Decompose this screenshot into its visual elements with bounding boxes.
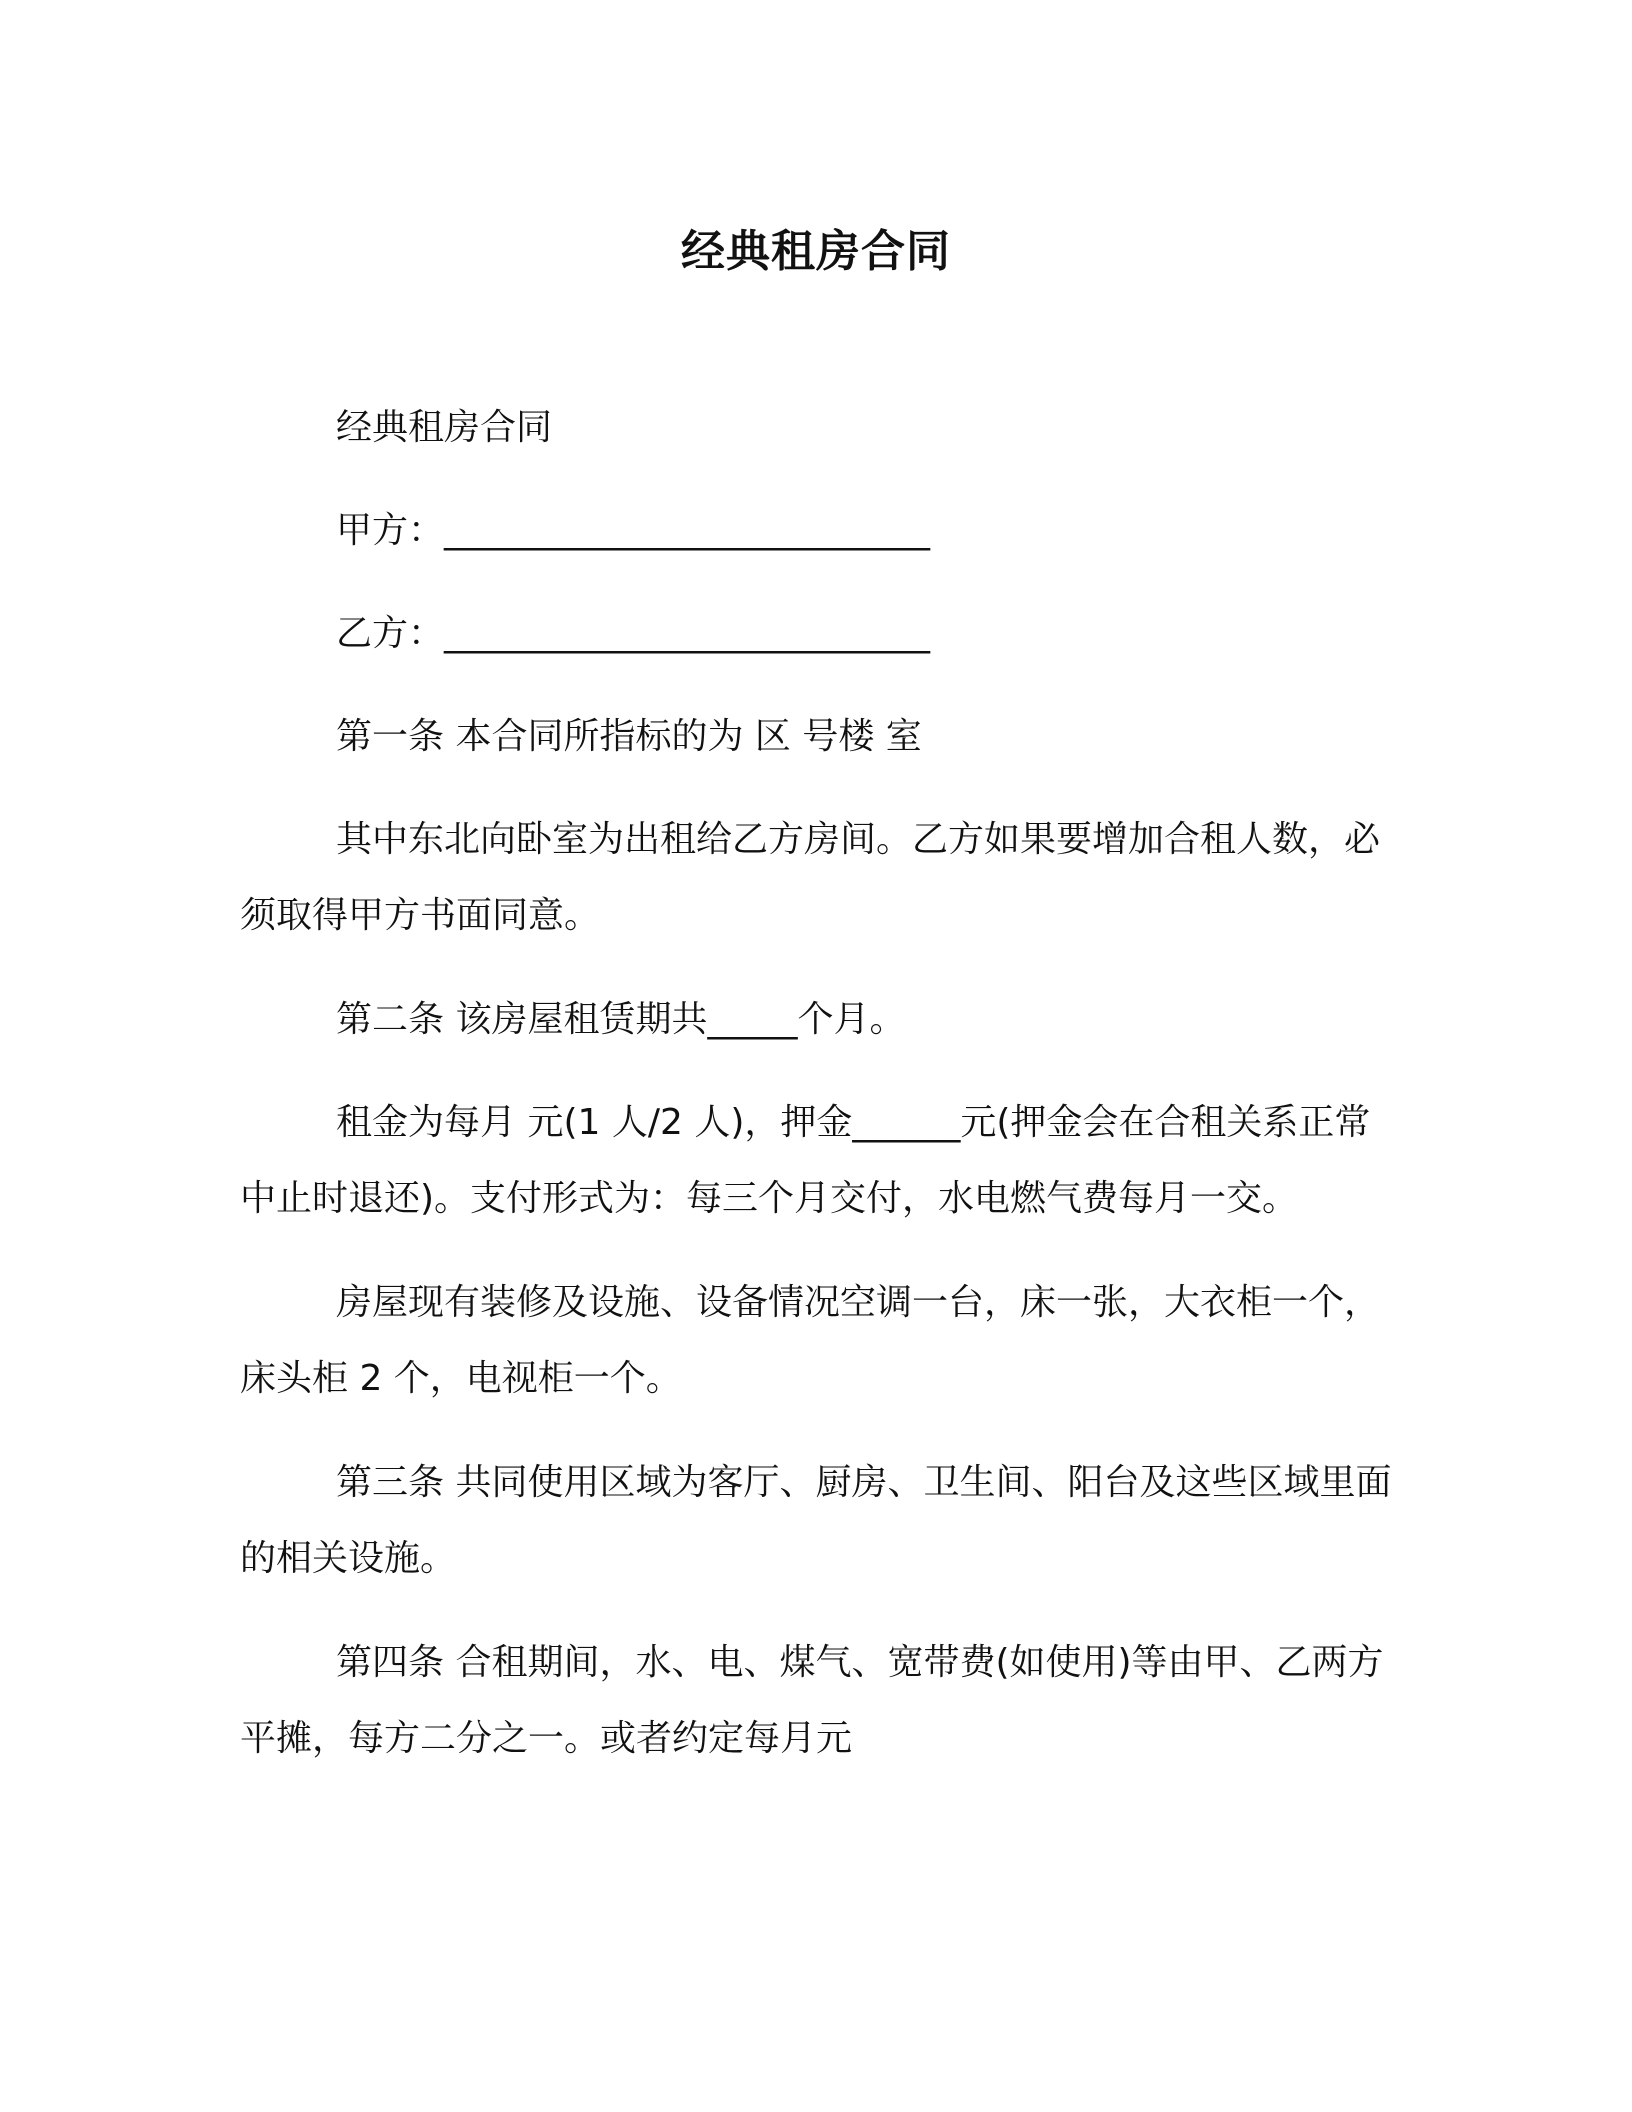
article-2-line: 第二条 该房屋租赁期共_____个月。 — [336, 999, 906, 1040]
contract-heading: 经典租房合同 — [336, 407, 553, 448]
room-description-paragraph: 其中东北向卧室为出租给乙方房间。乙方如果要增加合租人数，必须取得甲方书面同意。 — [240, 819, 1381, 936]
article-3-paragraph: 第三条 共同使用区域为客厅、厨房、卫生间、阳台及这些区域里面的相关设施。 — [240, 1462, 1392, 1579]
article-4-paragraph: 第四条 合租期间，水、电、煤气、宽带费(如使用)等由甲、乙两方平摊，每方二分之一。或者约定每月元 — [240, 1642, 1384, 1759]
party-b-line: 乙方：___________________________ — [336, 613, 931, 654]
facilities-paragraph: 房屋现有装修及设施、设备情况空调一台，床一张，大衣柜一个，床头柜 2 个，电视柜一个。 — [240, 1282, 1381, 1399]
document-body — [240, 390, 1400, 1805]
rent-paragraph: 租金为每月 元(1 人/2 人)，押金______元(押金会在合租关系正常中止时退还)。支付形式为：每三个月交付，水电燃气费每月一交。 — [240, 1102, 1371, 1219]
document-title: 经典租房合同 — [681, 226, 951, 277]
party-a-line: 甲方：___________________________ — [336, 510, 931, 551]
article-1-line: 第一条 本合同所指标的为 区 号楼 室 — [336, 716, 922, 757]
